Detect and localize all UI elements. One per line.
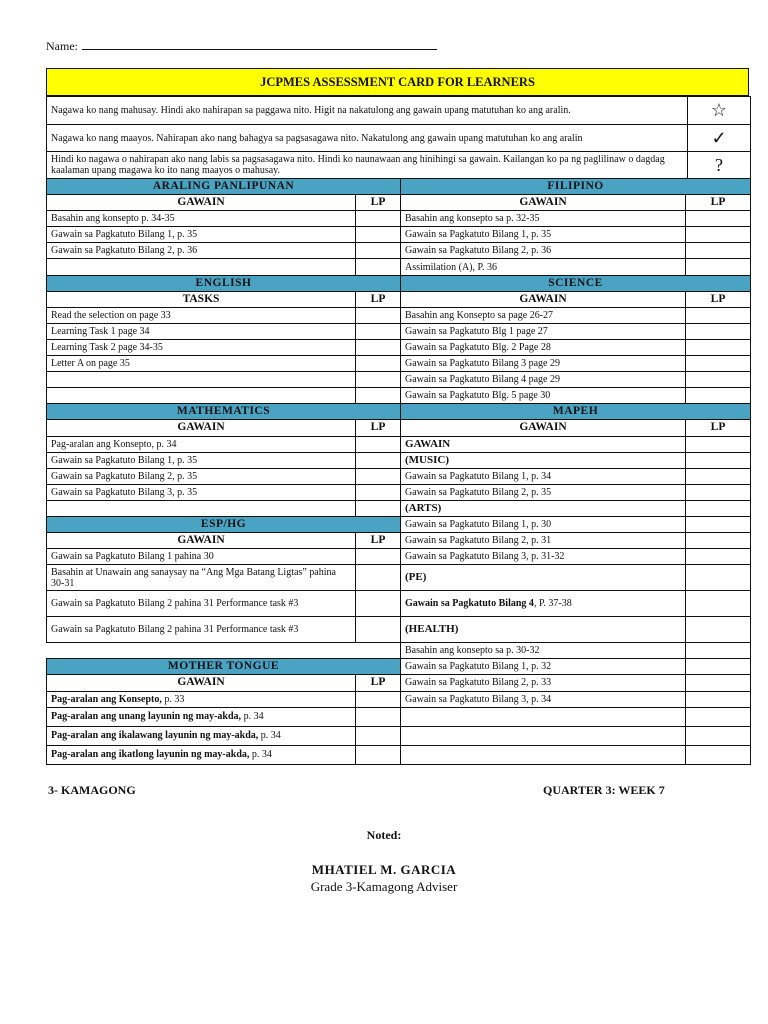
table-row bbox=[47, 707, 751, 726]
subject-header-mother-tongue: MOTHER TONGUE bbox=[47, 659, 401, 675]
adviser-name: MHATIEL M. GARCIA bbox=[311, 862, 457, 877]
col-gawain: GAWAIN bbox=[401, 420, 686, 436]
lp-cell[interactable] bbox=[686, 227, 751, 243]
task-cell bbox=[47, 372, 356, 388]
column-header-row bbox=[47, 420, 751, 436]
lp-cell[interactable] bbox=[686, 243, 751, 259]
lp-cell[interactable] bbox=[686, 339, 751, 355]
table-row bbox=[47, 259, 751, 275]
task-cell bbox=[401, 726, 686, 745]
table-row bbox=[47, 211, 751, 227]
lp-cell[interactable] bbox=[686, 617, 751, 643]
subject-header-mathematics: MATHEMATICS bbox=[47, 404, 401, 420]
lp-cell[interactable] bbox=[686, 500, 751, 516]
task-cell: Gawain sa Pagkatuto Bilang 3, p. 31-32 bbox=[401, 549, 686, 565]
lp-cell[interactable] bbox=[356, 436, 401, 452]
task-pages: p. 34 bbox=[258, 730, 281, 742]
lp-cell[interactable] bbox=[356, 243, 401, 259]
task-cell: Basahin at Unawain ang sanaysay na “Ang Mga Batang Ligtas” pahina 30-31 bbox=[47, 565, 356, 591]
lp-cell[interactable] bbox=[686, 259, 751, 275]
table-row bbox=[47, 643, 751, 659]
mapeh-arts-label: (ARTS) bbox=[401, 500, 686, 516]
table-row bbox=[47, 339, 751, 355]
task-cell: Gawain sa Pagkatuto Bilang 2, p. 33 bbox=[401, 675, 686, 691]
pe-task-bold: Gawain sa Pagkatuto Bilang 4 bbox=[405, 598, 534, 610]
col-lp: LP bbox=[356, 291, 401, 307]
noted-label: Noted: bbox=[366, 828, 402, 842]
check-icon: ✓ bbox=[688, 125, 751, 152]
question-icon: ? bbox=[688, 152, 751, 179]
table-row bbox=[47, 307, 751, 323]
col-lp: LP bbox=[356, 195, 401, 211]
legend-row bbox=[47, 152, 751, 179]
lp-cell[interactable] bbox=[686, 549, 751, 565]
col-gawain: GAWAIN bbox=[47, 675, 356, 691]
task-cell: Gawain sa Pagkatuto Bilang 2, p. 36 bbox=[401, 243, 686, 259]
lp-cell[interactable] bbox=[356, 211, 401, 227]
col-gawain: GAWAIN bbox=[401, 291, 686, 307]
col-lp: LP bbox=[356, 675, 401, 691]
subject-header-filipino: FILIPINO bbox=[401, 179, 751, 195]
subject-header-row bbox=[47, 404, 751, 420]
col-lp: LP bbox=[686, 420, 751, 436]
task-cell: Letter A on page 35 bbox=[47, 356, 356, 372]
lp-cell[interactable] bbox=[356, 388, 401, 404]
task-cell: Gawain sa Pagkatuto Bilang 2, p. 36 bbox=[47, 243, 356, 259]
task-cell: Gawain sa Pagkatuto Bilang 2 pahina 31 Performance task #3 bbox=[47, 591, 356, 617]
task-cell: Learning Task 2 page 34-35 bbox=[47, 339, 356, 355]
lp-cell[interactable] bbox=[356, 468, 401, 484]
mapeh-gawain-label: GAWAIN bbox=[401, 436, 686, 452]
task-pages: p. 34 bbox=[249, 749, 272, 761]
lp-cell[interactable] bbox=[356, 591, 401, 617]
lp-cell[interactable] bbox=[686, 468, 751, 484]
lp-cell[interactable] bbox=[356, 691, 401, 707]
star-icon: ☆ bbox=[688, 97, 751, 125]
col-lp: LP bbox=[686, 291, 751, 307]
legend-text: Nagawa ko nang mahusay. Hindi ako nahirapan sa paggawa nito. Higit na nakatulong ang gawain upang matutuhan ko ang aralin. bbox=[47, 97, 688, 125]
task-cell: Gawain sa Pagkatuto Bilang 3, p. 34 bbox=[401, 691, 686, 707]
task-cell bbox=[47, 726, 356, 745]
task-cell bbox=[401, 745, 686, 764]
task-bold: Pag-aralan ang Konsepto, bbox=[51, 693, 162, 705]
table-row bbox=[47, 388, 751, 404]
task-cell: Gawain sa Pagkatuto Bilang 1, p. 35 bbox=[47, 452, 356, 468]
table-row bbox=[47, 745, 751, 764]
lp-cell[interactable] bbox=[356, 372, 401, 388]
col-lp: LP bbox=[686, 195, 751, 211]
subject-header-row bbox=[47, 275, 751, 291]
task-cell: Gawain sa Pagkatuto Bilang 1, p. 35 bbox=[47, 227, 356, 243]
quarter-label: QUARTER 3: WEEK 7 bbox=[543, 783, 665, 797]
task-cell: Basahin ang Konsepto sa page 26-27 bbox=[401, 307, 686, 323]
task-cell bbox=[47, 707, 356, 726]
lp-cell[interactable] bbox=[356, 452, 401, 468]
task-bold: Pag-aralan ang unang layunin ng may-akda, bbox=[51, 711, 242, 723]
legend-text: Hindi ko nagawa o nahirapan ako nang labis sa pagsasagawa nito. Hindi ko naunawaan ang hinihingi sa gawain. Kailangan ko pa ng paglilinaw o dagdag kaalaman upang magawa ko ito nang maayos o mahusay. bbox=[47, 152, 688, 179]
subject-header-science: SCIENCE bbox=[401, 275, 751, 291]
lp-cell[interactable] bbox=[686, 484, 751, 500]
subjects-table bbox=[46, 178, 751, 765]
lp-cell[interactable] bbox=[356, 227, 401, 243]
lp-cell[interactable] bbox=[356, 726, 401, 745]
pe-task-pages: , P. 37-38 bbox=[533, 598, 572, 610]
col-tasks: TASKS bbox=[47, 291, 356, 307]
table-row bbox=[47, 372, 751, 388]
table-row bbox=[47, 227, 751, 243]
lp-cell[interactable] bbox=[686, 726, 751, 745]
name-field bbox=[46, 39, 437, 54]
spacer-cell bbox=[47, 643, 401, 659]
task-bold: Pag-aralan ang ikalawang layunin ng may-akda, bbox=[51, 730, 259, 742]
table-row bbox=[47, 726, 751, 745]
task-cell: Gawain sa Pagkatuto Blg. 5 page 30 bbox=[401, 388, 686, 404]
table-row bbox=[47, 549, 751, 565]
task-cell bbox=[47, 259, 356, 275]
task-cell: Gawain sa Pagkatuto Blg 1 page 27 bbox=[401, 323, 686, 339]
subject-header-esp: ESP/HG bbox=[47, 516, 401, 532]
table-row bbox=[47, 484, 751, 500]
task-cell: Gawain sa Pagkatuto Bilang 1, p. 35 bbox=[401, 227, 686, 243]
col-lp: LP bbox=[356, 533, 401, 549]
subject-header-mapeh: MAPEH bbox=[401, 404, 751, 420]
lp-cell[interactable] bbox=[356, 259, 401, 275]
lp-cell[interactable] bbox=[356, 307, 401, 323]
legend-row bbox=[47, 125, 751, 152]
col-lp: LP bbox=[356, 420, 401, 436]
lp-cell[interactable] bbox=[686, 533, 751, 549]
task-cell bbox=[47, 745, 356, 764]
lp-cell[interactable] bbox=[356, 707, 401, 726]
lp-cell[interactable] bbox=[686, 691, 751, 707]
task-cell: Gawain sa Pagkatuto Bilang 2 pahina 31 Performance task #3 bbox=[47, 617, 356, 643]
subject-header-araling: ARALING PANLIPUNAN bbox=[47, 179, 401, 195]
lp-cell[interactable] bbox=[686, 436, 751, 452]
task-bold: Pag-aralan ang ikatlong layunin ng may-akda, bbox=[51, 749, 250, 761]
lp-cell[interactable] bbox=[686, 659, 751, 675]
task-cell: Gawain sa Pagkatuto Bilang 2, p. 35 bbox=[401, 484, 686, 500]
lp-cell[interactable] bbox=[686, 516, 751, 532]
lp-cell[interactable] bbox=[686, 372, 751, 388]
lp-cell[interactable] bbox=[686, 707, 751, 726]
task-cell: Learning Task 1 page 34 bbox=[47, 323, 356, 339]
task-cell: Gawain sa Pagkatuto Bilang 3, p. 35 bbox=[47, 484, 356, 500]
lp-cell[interactable] bbox=[356, 500, 401, 516]
col-gawain: GAWAIN bbox=[47, 420, 356, 436]
lp-cell[interactable] bbox=[686, 745, 751, 764]
table-row bbox=[47, 323, 751, 339]
name-label: Name: bbox=[46, 39, 78, 53]
table-row bbox=[47, 691, 751, 707]
table-row bbox=[47, 468, 751, 484]
table-row bbox=[47, 659, 751, 675]
lp-cell[interactable] bbox=[686, 591, 751, 617]
lp-cell[interactable] bbox=[686, 452, 751, 468]
name-blank-line bbox=[82, 39, 437, 50]
task-cell: Gawain sa Pagkatuto Bilang 2, p. 31 bbox=[401, 533, 686, 549]
task-pages: p. 33 bbox=[161, 693, 185, 705]
adviser-title: Grade 3-Kamagong Adviser bbox=[310, 879, 458, 894]
task-cell: Gawain sa Pagkatuto Bilang 1, p. 30 bbox=[401, 516, 686, 532]
lp-cell[interactable] bbox=[356, 549, 401, 565]
table-row bbox=[47, 591, 751, 617]
lp-cell[interactable] bbox=[686, 356, 751, 372]
lp-cell[interactable] bbox=[686, 388, 751, 404]
task-cell: Gawain sa Pagkatuto Bilang 2, p. 35 bbox=[47, 468, 356, 484]
lp-cell[interactable] bbox=[356, 323, 401, 339]
table-row bbox=[47, 243, 751, 259]
legend-text: Nagawa ko nang maayos. Nahirapan ako nang bahagya sa pagsasagawa nito. Nakatulong ang gawain upang matutuhan ko ang aralin bbox=[47, 125, 688, 152]
task-cell bbox=[47, 500, 356, 516]
task-cell: Read the selection on page 33 bbox=[47, 307, 356, 323]
lp-cell[interactable] bbox=[686, 675, 751, 691]
mapeh-health-label: (HEALTH) bbox=[401, 617, 686, 643]
mapeh-music-label: (MUSIC) bbox=[401, 452, 686, 468]
task-cell: Gawain sa Pagkatuto Blg. 2 Page 28 bbox=[401, 339, 686, 355]
col-gawain: GAWAIN bbox=[401, 195, 686, 211]
rating-legend bbox=[46, 96, 751, 179]
lp-cell[interactable] bbox=[686, 565, 751, 591]
table-row bbox=[47, 675, 751, 691]
task-cell: Assimilation (A), P. 36 bbox=[401, 259, 686, 275]
lp-cell[interactable] bbox=[686, 643, 751, 659]
subject-header-english: ENGLISH bbox=[47, 275, 401, 291]
lp-cell[interactable] bbox=[356, 339, 401, 355]
task-cell: Gawain sa Pagkatuto Bilang 1, p. 32 bbox=[401, 659, 686, 675]
task-pages: p. 34 bbox=[241, 711, 264, 723]
column-header-row bbox=[47, 291, 751, 307]
mapeh-pe-label: (PE) bbox=[401, 565, 686, 591]
lp-cell[interactable] bbox=[356, 356, 401, 372]
table-row bbox=[47, 500, 751, 516]
task-cell: Basahin ang konsepto sa p. 30-32 bbox=[401, 643, 686, 659]
lp-cell[interactable] bbox=[356, 617, 401, 643]
task-cell: Gawain sa Pagkatuto Bilang 1, p. 34 bbox=[401, 468, 686, 484]
col-gawain: GAWAIN bbox=[47, 533, 356, 549]
section-label: 3- KAMAGONG bbox=[48, 783, 136, 797]
table-row bbox=[47, 516, 751, 532]
lp-cell[interactable] bbox=[356, 484, 401, 500]
column-header-row bbox=[47, 195, 751, 211]
lp-cell[interactable] bbox=[686, 211, 751, 227]
subject-header-row bbox=[47, 179, 751, 195]
lp-cell[interactable] bbox=[356, 745, 401, 764]
table-row bbox=[47, 617, 751, 643]
lp-cell[interactable] bbox=[686, 323, 751, 339]
task-cell bbox=[401, 591, 686, 617]
task-cell: Pag-aralan ang Konsepto, p. 34 bbox=[47, 436, 356, 452]
table-row bbox=[47, 565, 751, 591]
legend-row bbox=[47, 97, 751, 125]
table-row bbox=[47, 436, 751, 452]
table-row bbox=[47, 533, 751, 549]
task-cell bbox=[47, 691, 356, 707]
task-cell: Basahin ang konsepto sa p. 32-35 bbox=[401, 211, 686, 227]
lp-cell[interactable] bbox=[686, 307, 751, 323]
task-cell: Gawain sa Pagkatuto Bilang 3 page 29 bbox=[401, 356, 686, 372]
task-cell bbox=[401, 707, 686, 726]
card-title: JCPMES ASSESSMENT CARD FOR LEARNERS bbox=[46, 68, 749, 96]
task-cell: Basahin ang konsepto p. 34-35 bbox=[47, 211, 356, 227]
task-cell bbox=[47, 388, 356, 404]
table-row bbox=[47, 452, 751, 468]
table-row bbox=[47, 356, 751, 372]
col-gawain: GAWAIN bbox=[47, 195, 356, 211]
task-cell: Gawain sa Pagkatuto Bilang 1 pahina 30 bbox=[47, 549, 356, 565]
task-cell: Gawain sa Pagkatuto Bilang 4 page 29 bbox=[401, 372, 686, 388]
lp-cell[interactable] bbox=[356, 565, 401, 591]
